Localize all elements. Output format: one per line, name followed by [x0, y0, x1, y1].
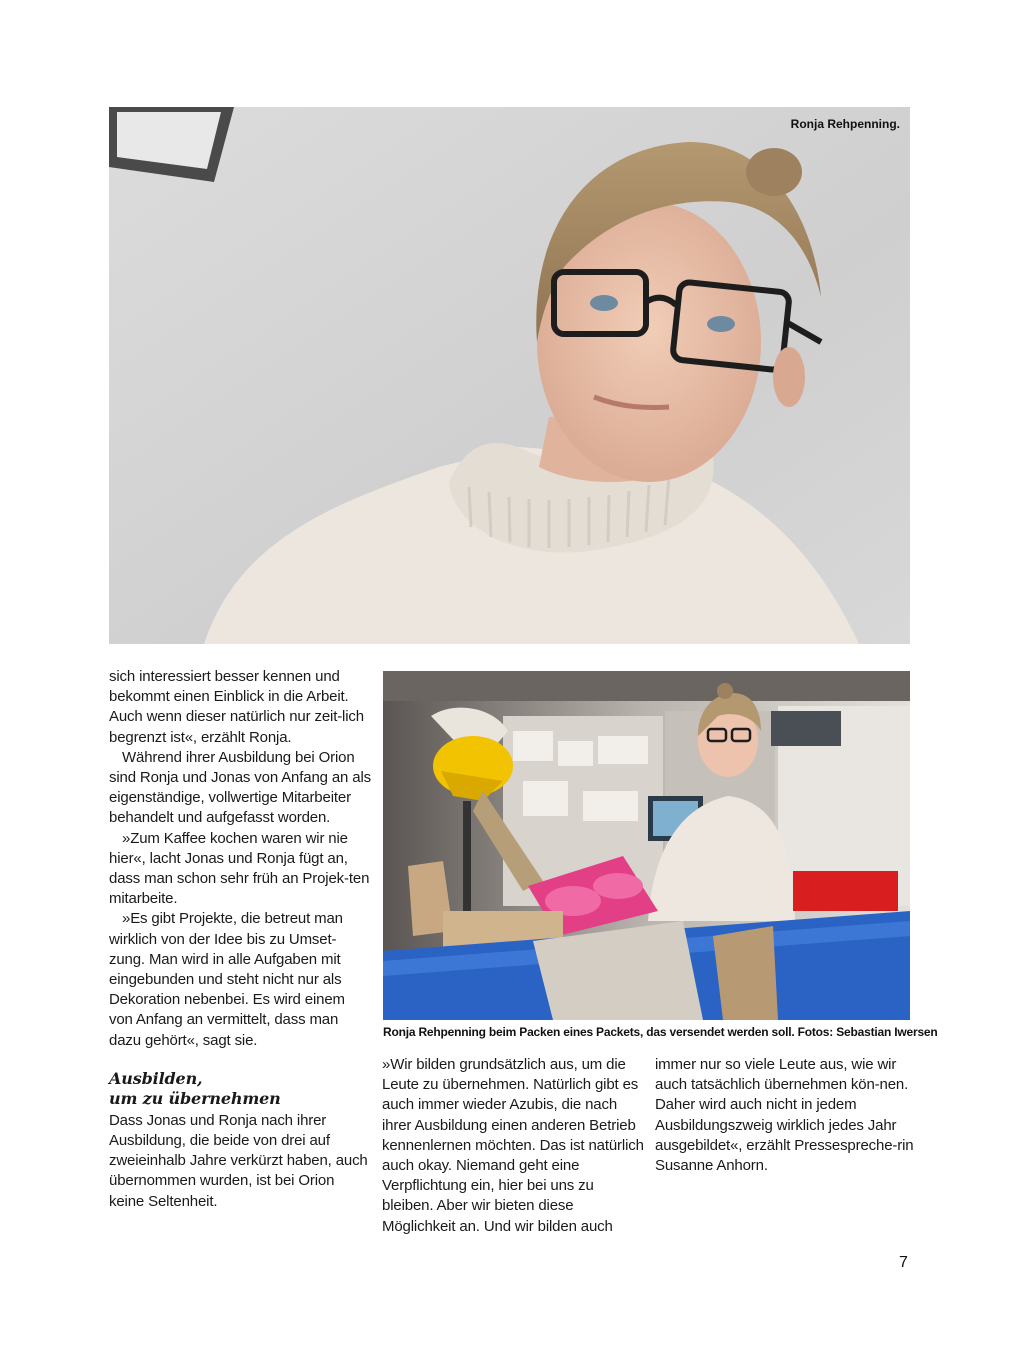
- article-column-2: [382, 1055, 644, 1237]
- subheading-line-2: um zu übernehmen: [109, 1088, 281, 1108]
- paragraph: »Zum Kaffee kochen waren wir nie hier«, lacht Jonas und Ronja fügt an, dass man schon sehr früh an Projek-ten mitarbeite.: [109, 829, 370, 908]
- hero-photo-caption: Ronja Rehpenning.: [790, 117, 900, 131]
- article-column-3: [655, 1055, 917, 1176]
- warehouse-photo: [383, 671, 910, 1020]
- paragraph: Dass Jonas und Ronja nach ihrer Ausbildung, die beide von drei auf zweieinhalb Jahre verkürzt haben, auch übernommen wurden, ist bei Orion keine Seltenheit.: [109, 1111, 368, 1210]
- article-column-1: [109, 667, 371, 1212]
- warehouse-photo-caption: Ronja Rehpenning beim Packen eines Packets, das versendet werden soll. Fotos: Sebastian Iwersen: [383, 1025, 938, 1039]
- subheading-line-1: Ausbilden,: [109, 1068, 203, 1088]
- paragraph: Während ihrer Ausbildung bei Orion sind Ronja und Jonas von Anfang an als eigenständige, vollwertige Mitarbeiter behandelt und aufgefasst worden.: [109, 748, 371, 827]
- paragraph: immer nur so viele Leute aus, wie wir auch tatsächlich übernehmen kön-nen. Daher wird auch nicht in jedem Ausbildungszweig wirklich jedes Jahr ausgebildet«, erzählt Pressespreche-rin Susanne Anhorn.: [655, 1056, 914, 1175]
- paragraph: »Es gibt Projekte, die betreut man wirklich von der Idee bis zu Umset-zung. Man wird in alle Aufgaben mit eingebunden und steht nicht nur als Dekoration nebenbei. Es wird einem von Anfang an vermittelt, dass man dazu gehört«, sagt sie.: [109, 910, 345, 1049]
- page-number: 7: [899, 1254, 908, 1271]
- paragraph: »Wir bilden grundsätzlich aus, um die Leute zu übernehmen. Natürlich gibt es auch immer wieder Azubis, die nach ihrer Ausbildung einen anderen Betrieb kennenlernen möchten. Das ist natürlich auch okay. Niemand geht eine Verpflichtung ein, hier bei uns zu bleiben. Aber wir bieten diese Möglichkeit an. Und wir bilden auch: [382, 1056, 644, 1235]
- hero-portrait-photo: [109, 107, 910, 644]
- paragraph: sich interessiert besser kennen und bekommt einen Einblick in die Arbeit. Auch wenn dieser natürlich nur zeit-lich begrenzt ist«, erzählt Ronja.: [109, 668, 364, 746]
- subheading: [109, 1069, 371, 1109]
